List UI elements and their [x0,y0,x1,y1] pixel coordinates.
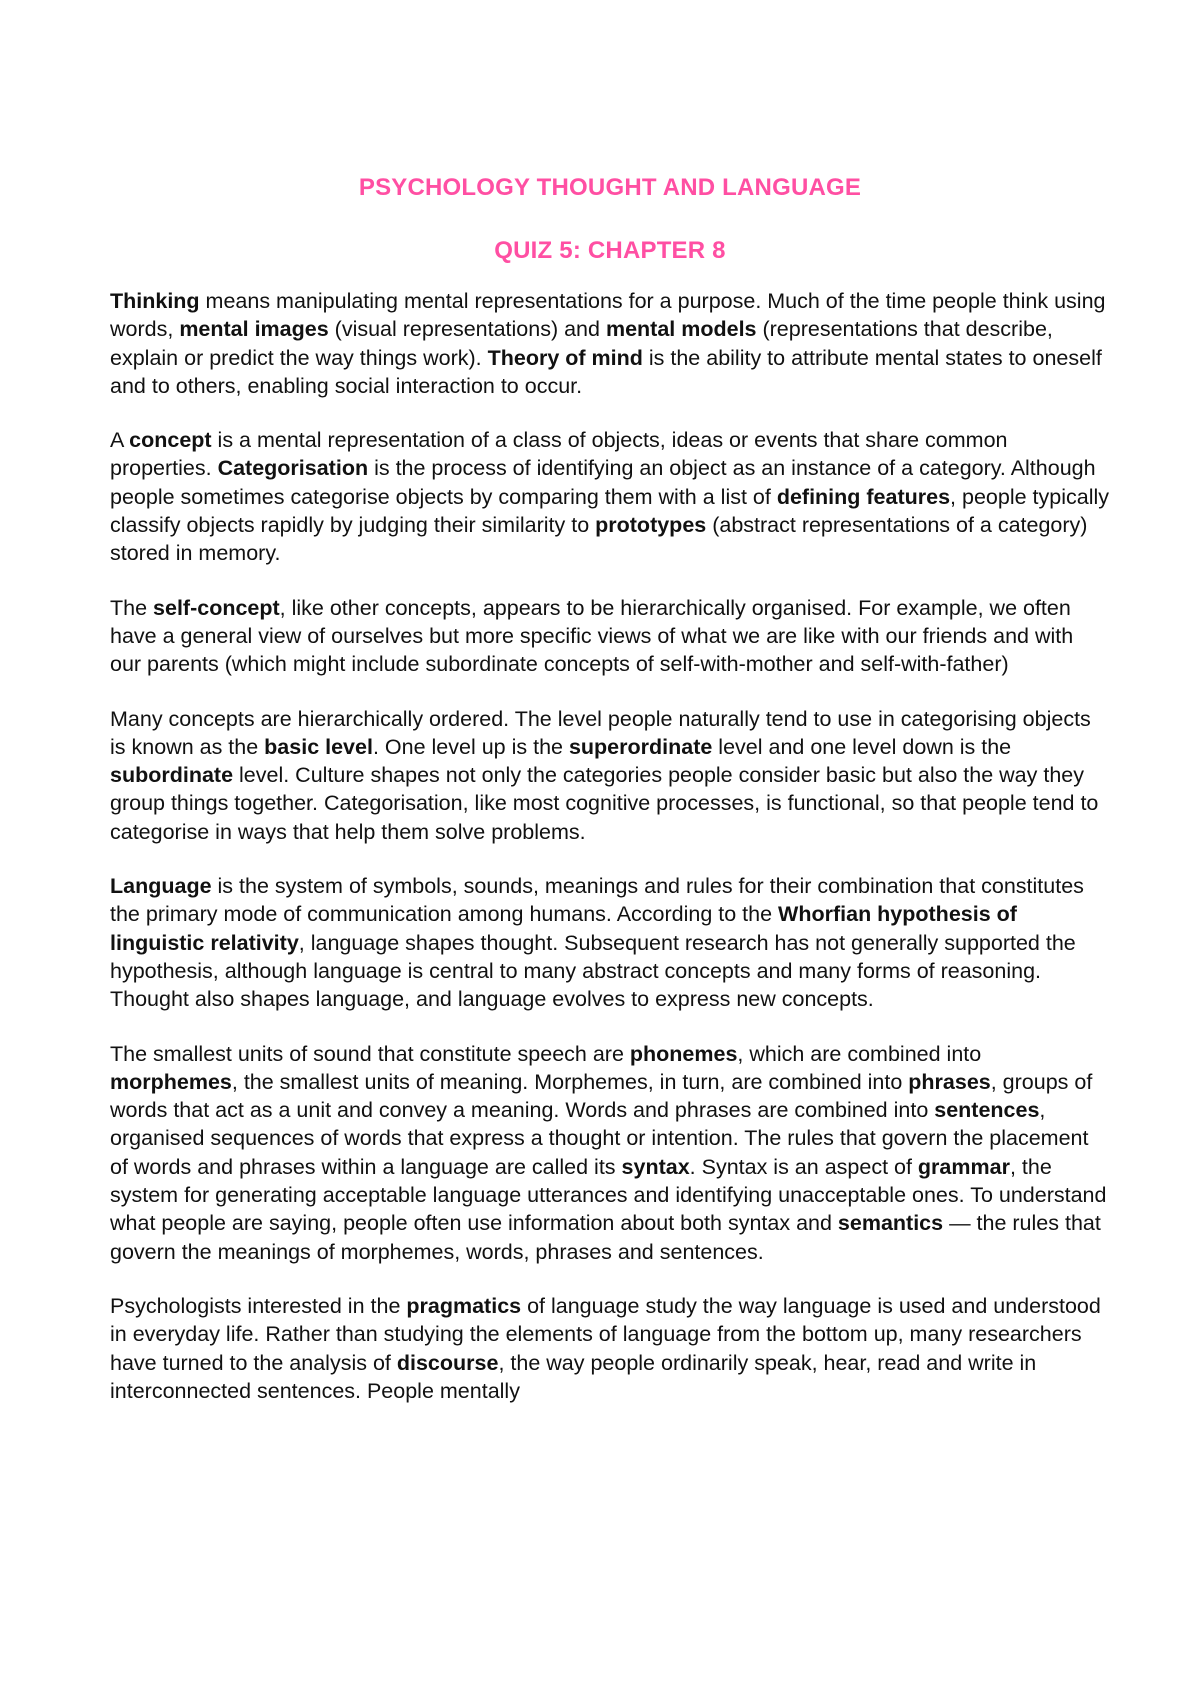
body-paragraph [110,287,1110,400]
paragraph-text: , people typically classify objects rapidly by judging their similarity to [110,484,1109,538]
body-paragraph [110,426,1110,567]
bold-term: syntax [621,1154,690,1179]
paragraph-text: The smallest units of sound that constitute speech are [110,1041,630,1066]
bold-term: mental models [605,317,757,342]
bold-term: superordinate [568,734,713,759]
body-paragraph [110,1040,1110,1266]
bold-term: subordinate [110,763,234,788]
document-content [110,174,1110,1405]
paragraph-text: , language shapes thought. Subsequent research has not generally supported the hypothesis, although language is central to many abstract concepts and many forms of reasoning. Thought also shapes language, and language evolves to express new concepts. [110,930,1076,1012]
paragraph-text: (visual representations) and [328,317,606,342]
bold-term: Language [110,874,212,899]
bold-term: defining features [776,484,951,509]
bold-term: prototypes [595,513,707,538]
bold-term: semantics [837,1211,944,1236]
paragraph-text: (representations that describe, explain or predict the way things work). [110,317,1053,370]
bold-term: Whorfian hypothesis of linguistic relativity [110,902,1017,955]
body-paragraph [110,705,1110,846]
bold-term: self-concept [153,595,280,620]
bold-term: phonemes [629,1041,738,1066]
bold-term: concept [129,428,212,453]
bold-term: Categorisation [217,456,369,481]
body-paragraph [110,594,1110,679]
paragraph-text: is the system of symbols, sounds, meanings and rules for their combination that constitutes the primary mode of communication among humans. According to the [110,874,1084,927]
bold-term: discourse [396,1350,499,1375]
paragraph-text: (abstract representations of a category) stored in memory. [110,513,1088,566]
bold-term: basic level [264,734,373,759]
paragraph-text: , the smallest units of meaning. Morphemes, in turn, are combined into [231,1069,909,1094]
paragraph-text: is a mental representation of a class of objects, ideas or events that share common properties. [110,428,1008,481]
paragraph-text: level and one level down is the [712,734,1012,759]
bold-term: mental images [179,317,329,342]
paragraph-text: of language study the way language is used and understood in everyday life. Rather than studying the elements of language from the bottom up, many researchers have turned to the analysis of [110,1293,1101,1375]
paragraph-text: , which are combined into [737,1041,982,1066]
body-paragraph [110,1292,1110,1405]
paragraph-text: , groups of words that act as a unit and convey a meaning. Words and phrases are combined into [110,1069,1093,1123]
paragraph-text: level. Culture shapes not only the categories people consider basic but also the way they group things together. Categorisation, like most cognitive processes, is functional, so that people tend to categorise in ways that help them solve problems. [110,763,1099,844]
bold-term: sentences [934,1098,1040,1123]
paragraph-text: , the system for generating acceptable language utterances and identifying unacceptable ones. To understand what people are saying, people often use information about both syntax and [110,1154,1107,1236]
bold-term: grammar [917,1154,1010,1179]
bold-term: phrases [908,1069,991,1094]
paragraph-text: is the ability to attribute mental states to oneself and to others, enabling social interaction to occur. [110,345,1102,398]
paragraph-text: A [110,428,130,453]
paragraph-text: , the way people ordinarily speak, hear, read and write in interconnected sentences. People mentally [110,1350,1037,1403]
bold-term: Thinking [110,289,200,313]
paragraph-text: Psychologists interested in the [110,1293,407,1318]
paragraph-text: The [110,595,154,620]
paragraph-text: is the process of identifying an object as an instance of a category. Although people sometimes categorise objects by comparing them with a list of [110,456,1096,509]
document-body [110,287,1110,1405]
paragraph-text: . One level up is the [372,734,569,759]
bold-term: Theory of mind [487,345,643,370]
paragraph-text: , like other concepts, appears to be hierarchically organised. For example, we often have a general view of ourselves but more specific views of what we are like with our friends and with our parents (which might include subordinate concepts of self-with-mother and self-with-father) [110,595,1074,677]
document-title: PSYCHOLOGY THOUGHT AND LANGUAGE [358,174,862,201]
paragraph-text: Many concepts are hierarchically ordered. The level people naturally tend to use in categorising objects is known as the [110,706,1091,759]
paragraph-text: , organised sequences of words that express a thought or intention. The rules that govern the placement of words and phrases within a language are called its [110,1098,1089,1179]
document-subtitle: QUIZ 5: CHAPTER 8 [494,237,726,264]
paragraph-text: — the rules that govern the meanings of morphemes, words, phrases and sentences. [110,1211,1101,1264]
bold-term: pragmatics [406,1293,522,1318]
paragraph-text: means manipulating mental representations for a purpose. Much of the time people think using words, [110,289,1106,342]
bold-term: morphemes [110,1069,232,1094]
body-paragraph [110,872,1110,1013]
paragraph-text: . Syntax is an aspect of [689,1154,918,1179]
